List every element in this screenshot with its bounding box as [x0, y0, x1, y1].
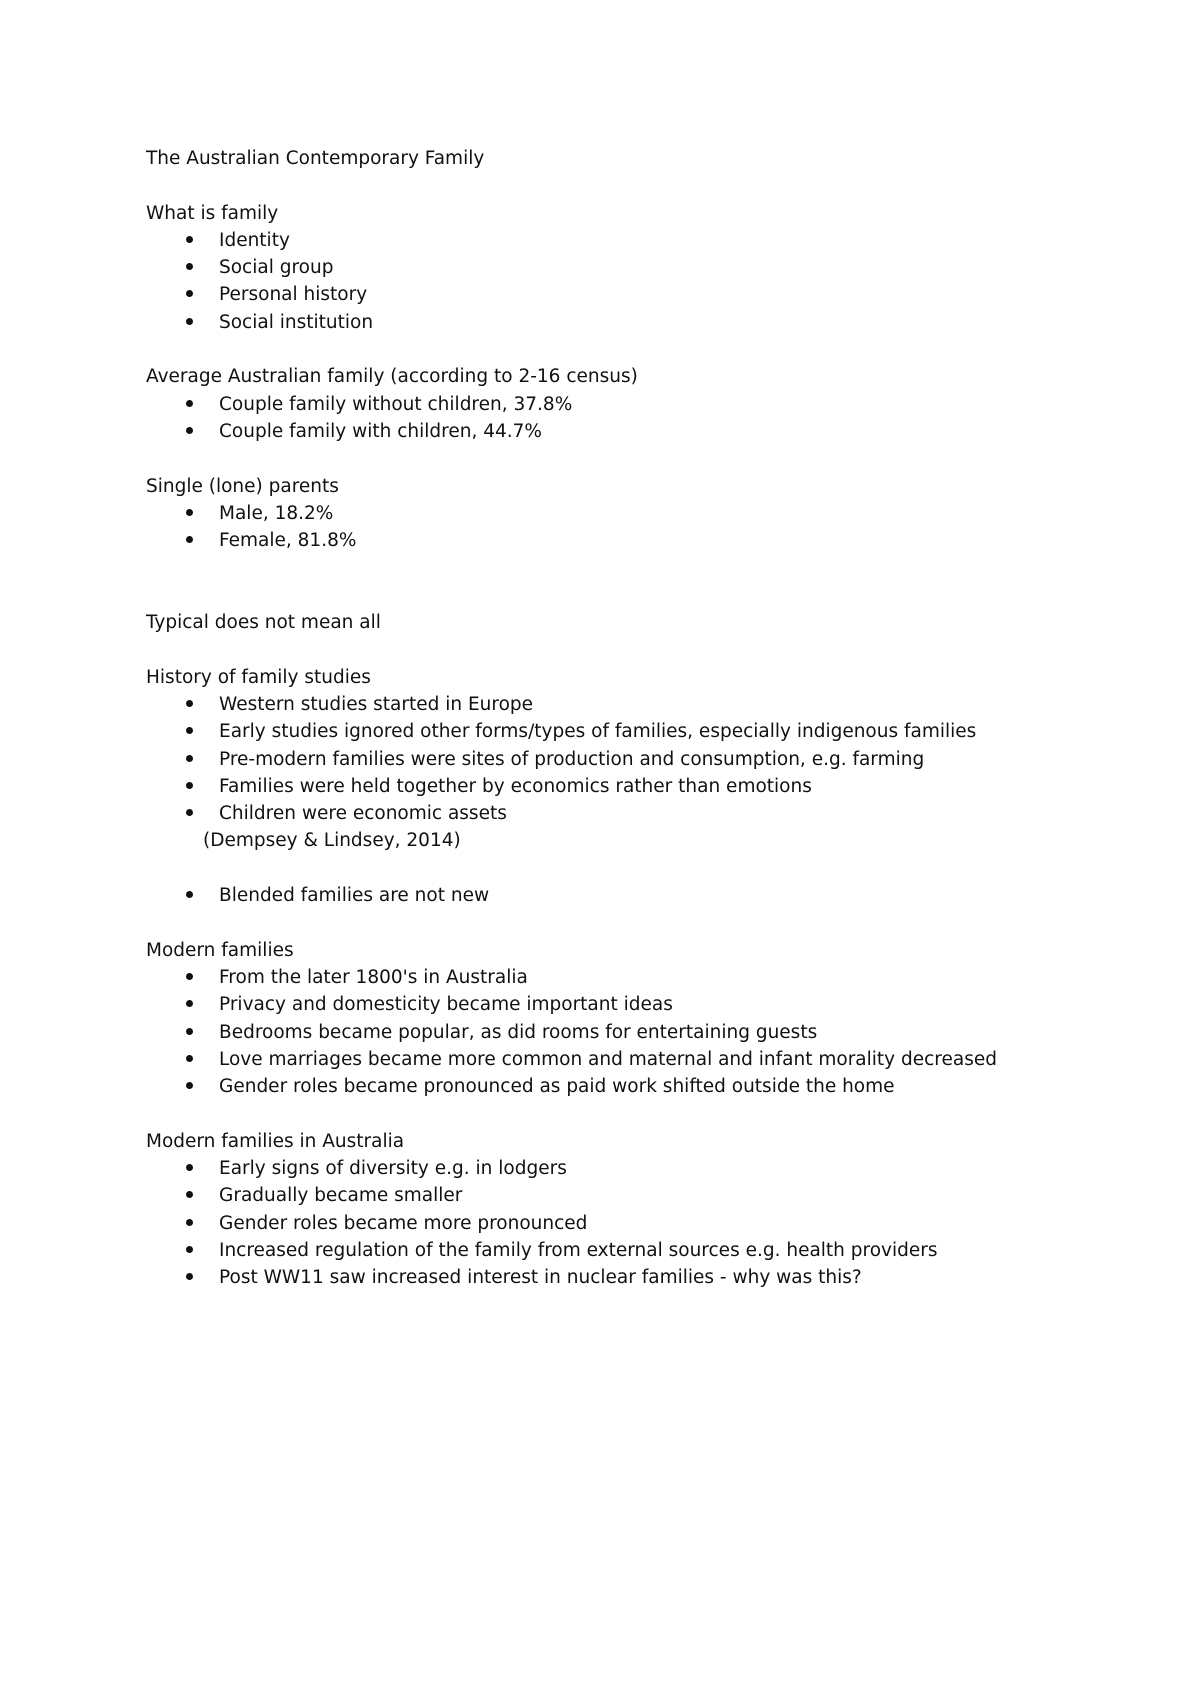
bullet-icon	[186, 809, 193, 816]
bullet-icon	[186, 1273, 193, 1280]
list-item: Early studies ignored other forms/types of families, especially indigenous families	[146, 718, 1146, 745]
list-modern-families-australia	[146, 1155, 1146, 1291]
list-modern-families	[146, 964, 1146, 1100]
list-item: Social group	[146, 254, 1146, 281]
list-item: Early signs of diversity e.g. in lodgers	[146, 1155, 1146, 1182]
list-item: Bedrooms became popular, as did rooms for entertaining guests	[146, 1019, 1146, 1046]
list-history	[146, 691, 1146, 827]
list-item: Gender roles became more pronounced	[146, 1210, 1146, 1237]
section-heading-what-is-family: What is family	[146, 202, 279, 224]
citation: (Dempsey & Lindsey, 2014)	[203, 830, 461, 852]
bullet-icon	[186, 973, 193, 980]
list-history-extra	[146, 882, 1146, 909]
bullet-icon	[186, 290, 193, 297]
bullet-icon	[186, 400, 193, 407]
bullet-icon	[186, 1082, 193, 1089]
list-item: Pre-modern families were sites of production and consumption, e.g. farming	[146, 746, 1146, 773]
bullet-icon	[186, 891, 193, 898]
bullet-icon	[186, 1000, 193, 1007]
list-item: Blended families are not new	[146, 882, 1146, 909]
section-heading-modern-families-australia: Modern families in Australia	[146, 1130, 405, 1152]
bullet-icon	[186, 263, 193, 270]
bullet-icon	[186, 1055, 193, 1062]
list-item: Families were held together by economics rather than emotions	[146, 773, 1146, 800]
list-item: Couple family with children, 44.7%	[146, 418, 1146, 445]
bullet-icon	[186, 1246, 193, 1253]
list-item: Social institution	[146, 309, 1146, 336]
section-heading-typical: Typical does not mean all	[146, 612, 381, 634]
list-item: Children were economic assets	[146, 800, 1146, 827]
bullet-icon	[186, 536, 193, 543]
list-item: Personal history	[146, 281, 1146, 308]
section-heading-modern-families: Modern families	[146, 939, 294, 961]
section-heading-single-parents: Single (lone) parents	[146, 475, 339, 497]
bullet-icon	[186, 1164, 193, 1171]
bullet-icon	[186, 509, 193, 516]
bullet-icon	[186, 1191, 193, 1198]
list-item: Post WW11 saw increased interest in nuclear families - why was this?	[146, 1264, 1146, 1291]
list-average-family	[146, 391, 1146, 446]
section-heading-history: History of family studies	[146, 666, 371, 688]
list-item: Western studies started in Europe	[146, 691, 1146, 718]
section-heading-average-family: Average Australian family (according to 2-16 census)	[146, 366, 638, 388]
bullet-icon	[186, 727, 193, 734]
bullet-icon	[186, 318, 193, 325]
document-title: The Australian Contemporary Family	[146, 148, 485, 169]
list-item: Love marriages became more common and maternal and infant morality decreased	[146, 1046, 1146, 1073]
list-item: Identity	[146, 227, 1146, 254]
bullet-icon	[186, 427, 193, 434]
list-item: Privacy and domesticity became important ideas	[146, 991, 1146, 1018]
list-item: Gender roles became pronounced as paid work shifted outside the home	[146, 1073, 1146, 1100]
list-what-is-family	[146, 227, 1146, 336]
bullet-icon	[186, 236, 193, 243]
list-item: Gradually became smaller	[146, 1182, 1146, 1209]
document-content	[146, 145, 1146, 1291]
bullet-icon	[186, 782, 193, 789]
list-item: Male, 18.2%	[146, 500, 1146, 527]
bullet-icon	[186, 1028, 193, 1035]
list-item: Increased regulation of the family from external sources e.g. health providers	[146, 1237, 1146, 1264]
list-item: Couple family without children, 37.8%	[146, 391, 1146, 418]
bullet-icon	[186, 700, 193, 707]
list-single-parents	[146, 500, 1146, 555]
list-item: Female, 81.8%	[146, 527, 1146, 554]
bullet-icon	[186, 755, 193, 762]
bullet-icon	[186, 1219, 193, 1226]
list-item: From the later 1800's in Australia	[146, 964, 1146, 991]
